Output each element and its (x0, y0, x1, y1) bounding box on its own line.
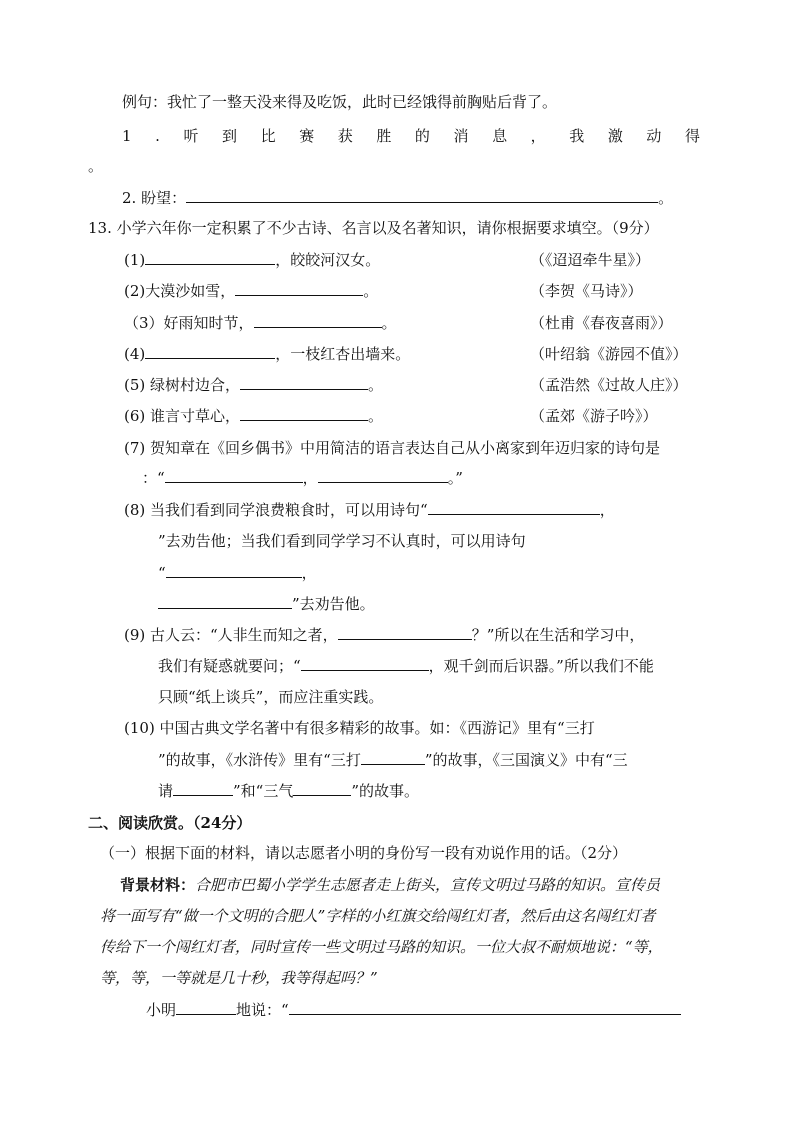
item-7-open: ：“ (142, 469, 165, 487)
q2-label: 2. 盼望： (122, 189, 187, 207)
item-10-blank-3[interactable] (293, 781, 351, 796)
item-3-post: 。 (381, 314, 397, 332)
q1-char: 1 (122, 127, 132, 145)
item-7-mid: ， (302, 469, 318, 487)
item-1-post: ，皎皎河汉女。 (275, 251, 381, 269)
item-9-blank-1[interactable] (338, 625, 472, 640)
item-9-text-2: ？”所以在生活和学习中， (471, 626, 645, 644)
item-9-line2 (158, 656, 654, 676)
item-10-text-1: (10) 中国古典文学名著中有很多精彩的故事。如：《西游记》里有“三打 (124, 719, 595, 737)
item-7-line2 (142, 468, 463, 488)
q13-item-4 (124, 344, 410, 364)
q1-char: 到 (222, 127, 238, 145)
item-8-blank-1[interactable] (428, 500, 600, 515)
q13-item-6 (124, 406, 383, 426)
q1-line (122, 126, 700, 146)
answer-blank-2[interactable] (289, 1000, 681, 1015)
item-4-blank[interactable] (145, 344, 275, 359)
q1-char: ， (530, 127, 546, 145)
item-10-line3 (158, 781, 419, 801)
item-7-line1: (7) 贺知章在《回乡偶书》中用简洁的语言表达自己从小离家到年迈归家的诗句是 (124, 439, 661, 457)
item-2-post: 。 (363, 282, 379, 300)
answer-name: 小明 (146, 1001, 177, 1019)
item-10-line1 (124, 718, 595, 738)
item-4-source: （叶绍翁《游园不值》） (530, 345, 688, 363)
item-6-blank[interactable] (240, 406, 368, 421)
item-3-pre: （3）好雨知时节， (124, 314, 254, 332)
background-label: 背景材料： (120, 876, 196, 894)
q1-tail: 。 (88, 157, 104, 175)
q13-item-3 (124, 313, 397, 333)
q1-char: 息 (492, 127, 508, 145)
q2-blank[interactable] (186, 188, 658, 203)
item-9-line1 (124, 625, 644, 645)
answer-line (146, 1000, 681, 1020)
item-10-text-2: ”的故事，《水浒传》里有“三打 (158, 751, 361, 769)
item-9-text-3: 我们有疑惑就要问；“ (158, 657, 301, 675)
item-1-blank[interactable] (145, 250, 275, 265)
item-7-close: 。” (447, 469, 463, 487)
item-4-post: ，一枝红杏出墙来。 (275, 345, 411, 363)
item-1-pre: (1) (124, 251, 146, 269)
item-8-text-1: (8) 当我们看到同学浪费粮食时，可以用诗句“ (124, 501, 428, 519)
q2-line (122, 188, 673, 208)
item-10-text-4: 请 (158, 782, 174, 800)
q13-item-1 (124, 250, 380, 270)
item-3-source: （杜甫《春夜喜雨》） (530, 314, 673, 332)
item-8-end: ”去劝告他。 (292, 595, 375, 613)
q1-char: 的 (414, 127, 430, 145)
item-2-source: （李贺《马诗》） (530, 282, 643, 300)
section-2-title: 二、阅读欣赏。（24分） (88, 814, 252, 832)
item-10-text-5: ”和“三气 (233, 782, 294, 800)
background-material-line1 (100, 875, 702, 895)
item-8-line3 (158, 563, 317, 583)
item-7-blank-1[interactable] (165, 468, 303, 483)
item-8-line1 (124, 500, 615, 520)
item-5-pre: (5) 绿树村边合， (124, 376, 241, 394)
q1-char: 激 (607, 127, 623, 145)
q1-char: 听 (183, 127, 199, 145)
item-8-open: “ (158, 564, 166, 582)
q1-char: 胜 (376, 127, 392, 145)
item-1-source: （《迢迢牵牛星》） (530, 251, 651, 269)
item-6-source: （孟郊《游子吟》） (530, 407, 658, 425)
item-6-post: 。 (368, 407, 384, 425)
item-8-line4 (158, 594, 375, 614)
item-4-pre: (4) (124, 345, 146, 363)
item-9-text-4: ，观千剑而后识器。”所以我们不能 (428, 657, 654, 675)
item-10-blank-1[interactable] (361, 750, 425, 765)
q1-char: 获 (337, 127, 353, 145)
item-5-blank[interactable] (240, 375, 368, 390)
item-5-post: 。 (368, 376, 384, 394)
item-8-comma: ， (599, 501, 615, 519)
q1-char: . (155, 127, 160, 145)
item-10-text-3: ”的故事，《三国演义》中有“三 (424, 751, 628, 769)
q2-end: 。 (658, 189, 674, 207)
item-10-line2 (158, 750, 628, 770)
item-9-blank-2[interactable] (301, 656, 429, 671)
item-5-source: （孟浩然《过故人庄》） (530, 376, 688, 394)
section-2-part1: （一）根据下面的材料，请以志愿者小明的身份写一段有劝说作用的话。（2分） (100, 844, 628, 862)
item-2-pre: (2)大漠沙如雪， (124, 282, 236, 300)
item-3-blank[interactable] (254, 313, 382, 328)
q1-char: 消 (453, 127, 469, 145)
q1-char: 动 (646, 127, 662, 145)
item-8-blank-2[interactable] (166, 563, 302, 578)
answer-said: 地说：“ (236, 1001, 289, 1019)
item-10-text-6: ”的故事。 (351, 782, 420, 800)
item-8-blank-3[interactable] (158, 594, 292, 609)
q1-char: 比 (260, 127, 276, 145)
q13-title: 13. 小学六年你一定积累了不少古诗、名言以及名著知识，请你根据要求填空。（9分） (88, 219, 659, 237)
item-2-blank[interactable] (235, 281, 363, 296)
q1-char: 赛 (299, 127, 315, 145)
item-7-blank-2[interactable] (318, 468, 448, 483)
item-9-text-1: (9) 古人云：“人非生而知之者， (124, 626, 338, 644)
background-material-line2: 将一面写有“做一个文明的合肥人”字样的小红旗交给闯红灯者，然后由这名闯红灯者 (100, 907, 656, 925)
item-8-line2: ”去劝告他；当我们看到同学学习不认真时，可以用诗句 (158, 532, 526, 550)
background-text-1: 合肥市巴蜀小学学生志愿者走上街头，宣传文明过马路的知识。宣传员 (195, 876, 661, 894)
q1-char: 得 (684, 127, 700, 145)
q13-item-2 (124, 281, 378, 301)
item-10-blank-2[interactable] (173, 781, 233, 796)
background-material-line4: 等，等，一等就是几十秒，我等得起吗？” (100, 969, 378, 987)
q1-char: 我 (569, 127, 585, 145)
answer-blank-1[interactable] (176, 1000, 236, 1015)
background-material-line3: 传给下一个闯红灯者，同时宣传一些文明过马路的知识。一位大叔不耐烦地说：“等， (100, 938, 663, 956)
example-sentence: 例句：我忙了一整天没来得及吃饭，此时已经饿得前胸贴后背了。 (122, 93, 558, 111)
q13-item-5 (124, 375, 383, 395)
item-8-comma-2: ， (301, 564, 317, 582)
item-6-pre: (6) 谁言寸草心， (124, 407, 241, 425)
item-9-line3: 只顾“纸上谈兵”，而应注重实践。 (158, 688, 384, 706)
